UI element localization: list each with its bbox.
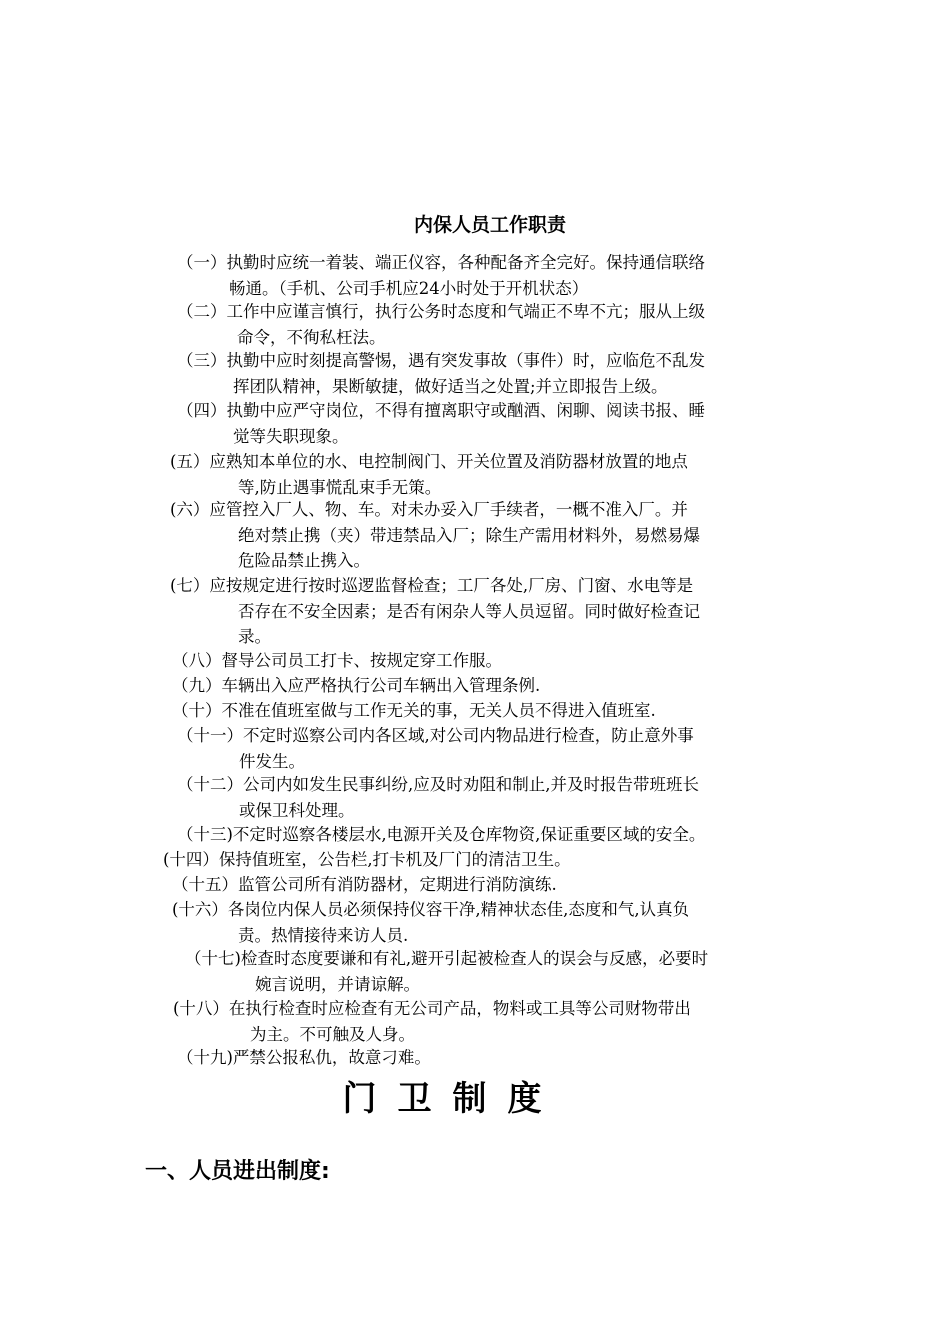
duty-item-line: （二）工作中应谨言慎行，执行公务时态度和气端正不卑不亢；服从上级 [177,302,705,321]
duty-item-line: （四）执勤中应严守岗位，不得有擅离职守或酗酒、闲聊、阅读书报、睡 [177,401,705,420]
duty-item [170,497,700,574]
duty-item [177,772,699,823]
duty-item [177,1045,431,1071]
duty-item [177,723,694,774]
duty-item [172,897,689,948]
duty-item-line: 等,防止遇事慌乱束手无策。 [238,477,442,497]
duty-item [172,872,557,898]
duty-item-line: (五）应熟知本单位的水、电控制阀门、开关位置及消防器材放置的地点 [170,452,688,471]
section-title: 门卫制度 [342,1079,563,1119]
duty-item-line: （十七)检查时态度要谦和有礼,避开引起被检查人的误会与反感，必要时 [185,949,709,968]
duty-item-line: 危险品禁止携入。 [238,551,370,570]
duty-item-line: （十五）监管公司所有消防器材，定期进行消防演练. [172,875,557,894]
duty-item-line: 畅通。（手机、公司手机应24小时处于开机状态） [229,278,589,298]
duty-item-line: 绝对禁止携（夹）带违禁品入厂；除生产需用材料外，易燃易爆 [238,525,700,545]
duty-item [177,250,705,301]
duty-item [177,398,705,449]
duty-item [173,996,691,1047]
duty-item [177,822,705,848]
duty-item-line: （八）督导公司员工打卡、按规定穿工作服。 [172,651,502,670]
duty-item-line: （十一）不定时巡察公司内各区域,对公司内物品进行检查，防止意外事 [177,726,694,745]
duty-item-line: (十八）在执行检查时应检查有无公司产品，物料或工具等公司财物带出 [173,999,691,1018]
document-title: 内保人员工作职责 [413,214,566,236]
duty-item-line: （十二）公司内如发生民事纠纷,应及时劝阻和制止,并及时报告带班班长 [177,775,699,794]
duty-item-line: 录。 [238,627,271,646]
duty-item-line: （九）车辆出入应严格执行公司车辆出入管理条例. [172,676,541,695]
duty-item [172,648,502,674]
duty-item [177,299,705,350]
duty-item [177,348,705,399]
duty-item-line: （三）执勤中应时刻提高警惕，遇有突发事故（事件）时，应临危不乱发 [177,351,705,370]
duty-item [170,449,688,500]
duty-item-line: 挥团队精神，果断敏捷，做好适当之处置;并立即报告上级。 [233,376,668,396]
duty-item-line: 婉言说明，并请谅解。 [255,974,420,994]
duty-item [163,847,571,873]
duty-item-line: (十四）保持值班室，公告栏,打卡机及厂门的清洁卫生。 [163,850,571,869]
duty-item-line: 责。热情接待来访人员. [238,925,409,945]
duty-item [172,673,540,699]
duty-item-line: （十九)严禁公报私仇，故意刁难。 [177,1048,431,1067]
duty-item-line: (十六）各岗位内保人员必须保持仪容干净,精神状态佳,态度和气,认真负 [172,900,690,919]
duty-item-line: 否存在不安全因素；是否有闲杂人等人员逗留。同时做好检查记 [238,601,700,621]
duty-item-line: 件发生。 [239,751,305,771]
duty-item-line: （十）不准在值班室做与工作无关的事，无关人员不得进入值班室. [172,701,656,720]
duty-item-line: （一）执勤时应统一着装、端正仪容，各种配备齐全完好。保持通信联络 [177,253,705,272]
duty-item [172,698,656,724]
duty-item-line: 或保卫科处理。 [239,800,355,820]
duty-item-line: （十三)不定时巡察各楼层水,电源开关及仓库物资,保证重要区域的安全。 [177,825,706,844]
duty-item-line: (六）应管控入厂人、物、车。对未办妥入厂手续者，一概不准入厂。并 [170,500,688,519]
duty-item-line: 命令，不徇私枉法。 [237,327,386,347]
duty-item-line: (七）应按规定进行按时巡逻监督检查；工厂各处,厂房、门窗、水电等是 [170,576,694,595]
duty-item-line: 为主。不可触及人身。 [250,1024,415,1044]
duty-item-line: 觉等失职现象。 [233,426,349,446]
duty-item [170,573,700,650]
duty-item [185,946,708,997]
subsection-heading: 一、人员进出制度: [145,1159,330,1184]
